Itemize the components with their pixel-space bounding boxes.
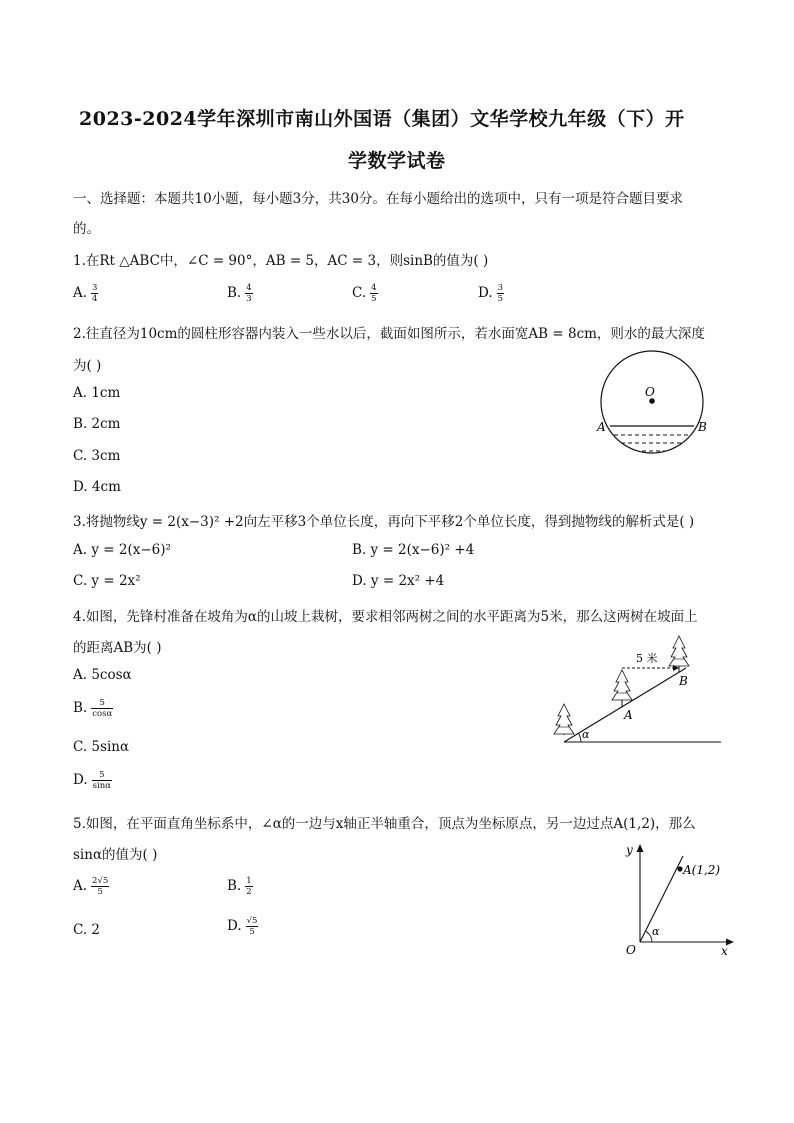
q4-option-d-label: D. <box>73 772 88 788</box>
q5-option-a-den: 5 <box>97 887 103 897</box>
q1-option-d-label: D. <box>478 285 493 301</box>
q5-option-d-den: 5 <box>249 927 255 937</box>
q5-label-alpha: α <box>652 925 660 938</box>
q4-option-d <box>73 770 112 791</box>
q2-center-dot <box>649 398 655 404</box>
q2-option-d: D. 4cm <box>73 479 121 495</box>
q5-y-arrow <box>637 844 644 852</box>
q1-option-b <box>227 283 253 304</box>
q4-slope-figure <box>548 632 724 750</box>
q5-option-a-label: A. <box>73 878 88 894</box>
q1-option-a-den: 4 <box>92 294 98 304</box>
q1-stem: 1.在Rt △ABC中，∠C = 90°，AB = 5，AC = 3，则sinB的值为( ) <box>73 253 489 269</box>
tree-icon <box>669 636 689 672</box>
q4-option-d-num: 5 <box>92 770 112 781</box>
q4-option-d-den: sinα <box>92 781 111 791</box>
q5-terminal-ray <box>640 856 683 942</box>
q2-option-b: B. 2cm <box>73 416 121 432</box>
q2-option-a: A. 1cm <box>73 385 121 401</box>
tree-icon <box>612 670 632 707</box>
page-title-line1: 2023-2024学年深圳市南山外国语（集团）文华学校九年级（下）开 <box>79 108 685 130</box>
q3-option-d: D. y = 2x² +4 <box>352 573 445 589</box>
q3-option-a: A. y = 2(x−6)² <box>73 542 171 558</box>
q5-label-x: x <box>721 944 728 958</box>
q4-option-d-fraction <box>92 770 112 791</box>
q3-stem: 3.将抛物线y = 2(x−3)² +2向左平移3个单位长度，再向下平移2个单位长度，得到抛物线的解析式是( ) <box>73 514 695 530</box>
q5-option-b <box>227 876 253 897</box>
q1-option-d-num: 3 <box>497 283 504 293</box>
q2-stem-line1: 2.往直径为10cm的圆柱形容器内装入一些水以后，截面如图所示，若水面宽AB = 8cm，则水的最大深度 <box>73 326 705 342</box>
q5-option-b-den: 2 <box>246 887 252 897</box>
q4-label-b: B <box>679 674 688 688</box>
q4-option-b-den: cosα <box>92 709 113 719</box>
q1-option-d-fraction <box>497 283 504 304</box>
q1-option-a-label: A. <box>73 285 88 301</box>
q5-stem-line1: 5.如图，在平面直角坐标系中，∠α的一边与x轴正半轴重合，顶点为坐标原点，另一边过点A(1,2)，那么 <box>73 816 696 832</box>
q1-option-d-den: 5 <box>497 294 504 304</box>
q5-option-a-fraction <box>91 876 109 897</box>
section-instructions-line1: 一、选择题：本题共10小题，每小题3分，共30分。在每小题给出的选项中，只有一项是符合题目要求 <box>73 191 683 207</box>
q2-label-b: B <box>698 420 707 434</box>
q5-stem-line2: sinα的值为( ) <box>73 847 158 863</box>
q4-option-b-fraction <box>91 698 113 719</box>
q4-stem-line2: 的距离AB为( ) <box>73 640 162 656</box>
q4-label-a: A <box>624 708 633 722</box>
q5-option-d-fraction <box>246 916 259 937</box>
q5-option-d <box>227 916 258 937</box>
q1-option-b-label: B. <box>227 285 242 301</box>
q3-option-b: B. y = 2(x−6)² +4 <box>352 542 475 558</box>
q1-option-c-num: 4 <box>371 283 377 293</box>
q1-option-b-fraction <box>245 283 252 304</box>
q5-option-b-num: 1 <box>246 876 252 886</box>
q2-label-a: A <box>597 420 606 434</box>
q1-option-a-num: 3 <box>92 283 98 293</box>
q4-option-b <box>73 698 113 719</box>
q4-angle-arc <box>579 734 582 743</box>
section-instructions-line2: 的。 <box>73 221 100 237</box>
q5-label-y: y <box>626 843 633 857</box>
q5-label-origin: O <box>626 943 636 957</box>
q4-option-b-num: 5 <box>91 698 113 709</box>
q1-option-c-label: C. <box>352 285 367 301</box>
q4-option-b-label: B. <box>73 700 88 716</box>
q4-distance-label: 5 米 <box>636 652 658 665</box>
q5-angle-arc <box>645 931 652 942</box>
q4-label-alpha: α <box>582 728 590 741</box>
q5-option-d-label: D. <box>227 918 242 934</box>
q5-option-a-num: 2√5 <box>92 876 109 886</box>
q5-option-b-fraction <box>245 876 252 897</box>
q5-option-d-num: √5 <box>246 916 258 926</box>
q2-circle-figure <box>592 348 717 460</box>
q4-option-c: C. 5sinα <box>73 739 130 755</box>
q5-point-a <box>677 866 682 871</box>
q1-option-c-den: 5 <box>371 294 377 304</box>
q4-stem-line1: 4.如图，先锋村准备在坡角为α的山坡上栽树，要求相邻两树之间的水平距离为5米，那么这两树在坡面上 <box>73 609 698 625</box>
q1-option-b-num: 4 <box>246 283 252 293</box>
q1-option-a-fraction <box>91 283 98 304</box>
q3-option-c: C. y = 2x² <box>73 573 141 589</box>
q2-label-o: O <box>645 385 655 399</box>
q2-option-c: C. 3cm <box>73 448 121 464</box>
q1-option-d <box>478 283 504 304</box>
q1-option-c-fraction <box>370 283 377 304</box>
q2-stem-line2: 为( ) <box>73 358 102 374</box>
q5-option-b-label: B. <box>227 878 242 894</box>
q5-option-a <box>73 876 109 897</box>
q5-option-c: C. 2 <box>73 922 101 938</box>
q4-option-a: A. 5cosα <box>73 667 132 683</box>
q1-option-a <box>73 283 98 304</box>
q5-coordinate-figure <box>620 838 740 960</box>
page-title-line2: 学数学试卷 <box>348 150 446 172</box>
q5-label-point: A(1,2) <box>683 863 721 877</box>
tree-icon <box>554 704 574 735</box>
q1-option-c <box>352 283 378 304</box>
q1-option-b-den: 3 <box>246 294 252 304</box>
